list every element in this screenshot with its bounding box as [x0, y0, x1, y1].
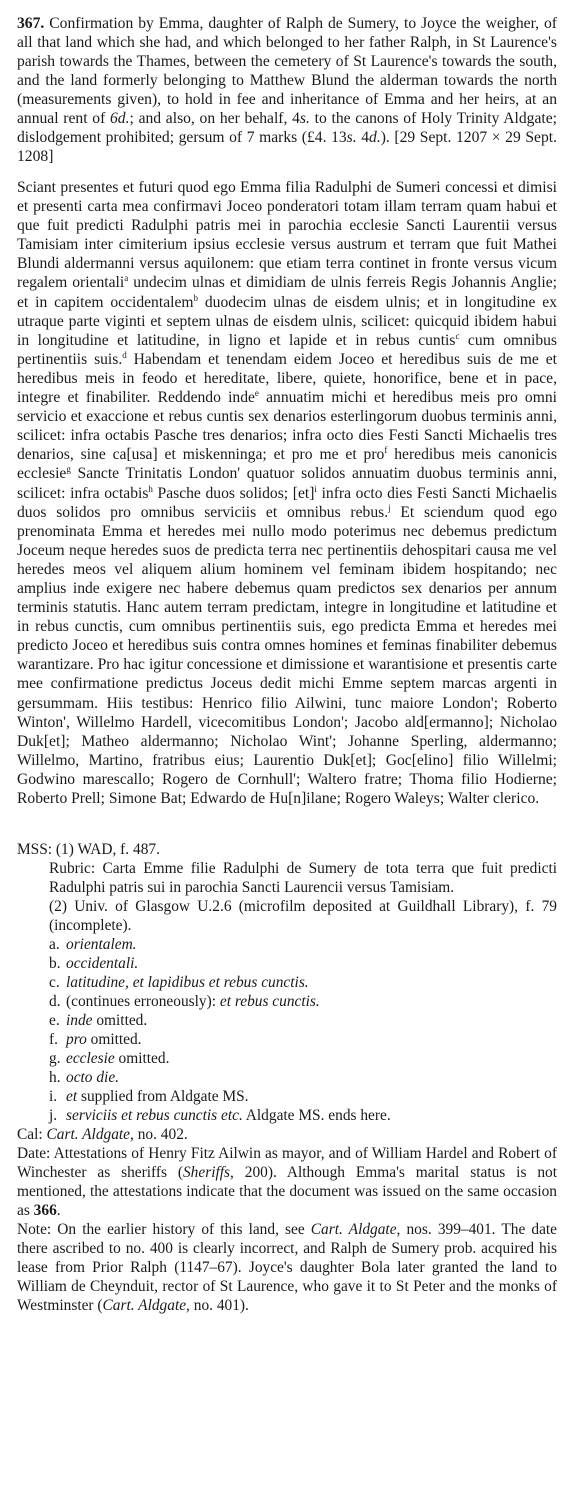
textual-note: e. inde omitted. — [49, 1012, 148, 1030]
textual-note: h. octo die. — [49, 1069, 119, 1087]
footnote-marker: d — [122, 349, 127, 360]
footnote-marker: c — [455, 330, 460, 341]
textual-note: a. orientalem. — [49, 936, 137, 954]
calendar-reference: Cal: Cart. Aldgate, no. 402. — [17, 1126, 188, 1144]
footnote-marker: b — [193, 292, 198, 303]
footnote-marker: j — [388, 502, 391, 513]
textual-note: j. serviciis et rebus cunctis etc. Aldgate MS. ends here. — [49, 1107, 391, 1125]
mss-heading: MSS: (1) WAD, f. 487. — [17, 841, 160, 859]
footnote-marker: a — [124, 273, 129, 284]
mss-rubric: Rubric: Carta Emme filie Radulphi de Sumery de tota terra que fuit predicti Radulphi patris sui in parochia Sancti Laurencii versus Tamisiam. — [49, 860, 557, 897]
charter-text — [17, 178, 557, 808]
textual-note: d. (continues erroneously): et rebus cunctis. — [49, 993, 320, 1011]
textual-note: g. ecclesie omitted. — [49, 1050, 170, 1068]
footnote-marker: h — [148, 483, 153, 494]
entry-summary: 367. Confirmation by Emma, daughter of Ralph de Sumery, to Joyce the weigher, of all that land which she had, and which belonged to her father Ralph, in St Laurence's parish towards the Thames, between the cemetery of St Laurence's towards the south, and the land formerly belonging to Matthew Blund the alderman towards the north (measurements given), to hold in fee and inheritance of Emma and her heirs, at an annual rent of 6d.; and also, on her behalf, 4s. to the canons of Holy Trinity Aldgate; dislodgement prohibited; gersum of 7 marks (£4. 13s. 4d.). [29 Sept. 1207 × 29 Sept. 1208] — [17, 15, 557, 165]
date-note: Date: Attestations of Henry Fitz Ailwin as mayor, and of William Hardel and Robert of Winchester as sheriffs (Sheriffs, 200). Although Emma's marital status is not mentioned, the attestations indicate that the document was issued on the same occasion as 366. — [17, 1145, 558, 1220]
footnote-marker: e — [254, 388, 259, 399]
textual-notes — [17, 935, 557, 1125]
textual-note: i. et supplied from Aldgate MS. — [49, 1088, 249, 1106]
mss-details — [17, 859, 557, 935]
footnote-marker: f — [384, 445, 388, 456]
entry-number: 367. — [17, 15, 45, 32]
textual-note: b. occidentali. — [49, 955, 139, 973]
cross-reference: 366 — [33, 1202, 57, 1220]
footnote-marker: i — [314, 483, 317, 494]
footnote-marker: g — [66, 464, 71, 475]
textual-note: c. latitudine, et lapidibus et rebus cunctis. — [49, 974, 309, 992]
mss-second-manuscript: (2) Univ. of Glasgow U.2.6 (microfilm deposited at Guildhall Library), f. 79 (incomplete). — [49, 898, 557, 935]
textual-note: f. pro omitted. — [49, 1031, 142, 1049]
history-note: Note: On the earlier history of this land, see Cart. Aldgate, nos. 399–401. The date there ascribed to no. 400 is clearly incorrect, and Ralph de Sumery prob. acquired his lease from Prior Ralph (1147–67). Joyce's daughter Bola later granted the land to William de Cheynduit, rector of St Laurence, who gave it to St Peter and the monks of Westminster (Cart. Aldgate, no. 401). — [17, 1221, 558, 1315]
charter-paragraph: Sciant presentes et futuri quod ego Emma filia Radulphi de Sumeri concessi et dimisi et presenti carta mea confirmavi Joceo ponderatori totam illam terram quam habui et que fuit predicti Radulphi patris mei in parochia ecclesie Sancti Laurentii versus Tamisiam inter cimiterium ipsius ecclesie versus austrum et terram que fuit Mathei Blundi aldermanni versus aquilonem: que etiam terra continet in fronte versus vicum regalem orientali$^a$ undecim ulnas et dimidiam de ulnis ferreis Regis Johannis Anglie; et in capitem occidentalem$^b$ duodecim ulnas de eisdem ulnis; et in longitudine ex utraque parte viginti et septem ulnas de eisdem ulnis, scilicet: quicquid ibidem habui in longitudine et latitudine, in ligno et lapide et in rebus cuntis$^c$ cum omnibus pertinentiis suis.$^d$ Habendam et tenendam eidem Joceo et heredibus suis de me et heredibus meis in feodo et hereditate, libere, quiete, honorifice, bene et in pace, integre et finabiliter. Reddendo inde$^e$ annuatim michi et heredibus meis pro omni servicio et exaccione et rebus cuntis sex denarios esterlingorum duobus terminis anni, scilicet: infra octabis Pasche tres denarios; infra octo dies Festi Sancti Michaelis tres denarios, sine ca[usa] et miskenninga; et pro me et pro$^f$ heredibus meis canonicis ecclesie$^g$ Sancte Trinitatis London' quatuor solidos annuatim duobus terminis anni, scilicet: infra octabis$^h$ Pasche duos solidos; [et]$^i$ infra octo dies Festi Sancti Michaelis duos solidos pro omnibus serviciis et omnibus rebus.$^j$ Et sciendum quod ego prenominata Emma et heredes mei nullo modo poterimus nec debemus predictum Joceum neque heredes suos de predicta terra nec pertinentiis dehospitari causa me vel heredes meos vel aliquem alium hominem vel feminam ibidem hospitando; nec amplius inde exigere nec habere debemus quam predictos sex denarios per annum terminis statutis. Hanc autem terram predictam, integre in longitudine et latitudine et in rebus cunctis, cum omnibus pertinentiis suis, ego predicta Emma et heredes mei predicto Joceo et heredibus suis contra omnes homines et feminas finabiliter debemus warantizare. Pro hac igitur concessione et dimissione et warantisione et presentis carte mee confirmatione predictus Joceus dedit michi Emme septem marcas argenti in gersummam. Hiis testibus: Henrico filio Ailwini, tunc maiore London'; Roberto Winton', Willelmo Hardell, vicecomitibus London'; Jacobo ald[ermanno]; Nicholao Duk[et]; Matheo aldermanno; Nicholao Wint'; Johanne Sperling, aldermanno; Willelmo, Martino, fratribus eius; Laurentio Duk[et]; Goc[elino] filio Willelmi; Godwino marescallo; Rogero de Cornhull'; Waltero fratre; Thoma filio Hodierne; Roberto Prell; Simone Bat; Edwardo de Hu[n]ilane; Rogero Waleys; Walter clerico. — [17, 179, 557, 807]
manuscripts-section — [17, 840, 557, 1315]
